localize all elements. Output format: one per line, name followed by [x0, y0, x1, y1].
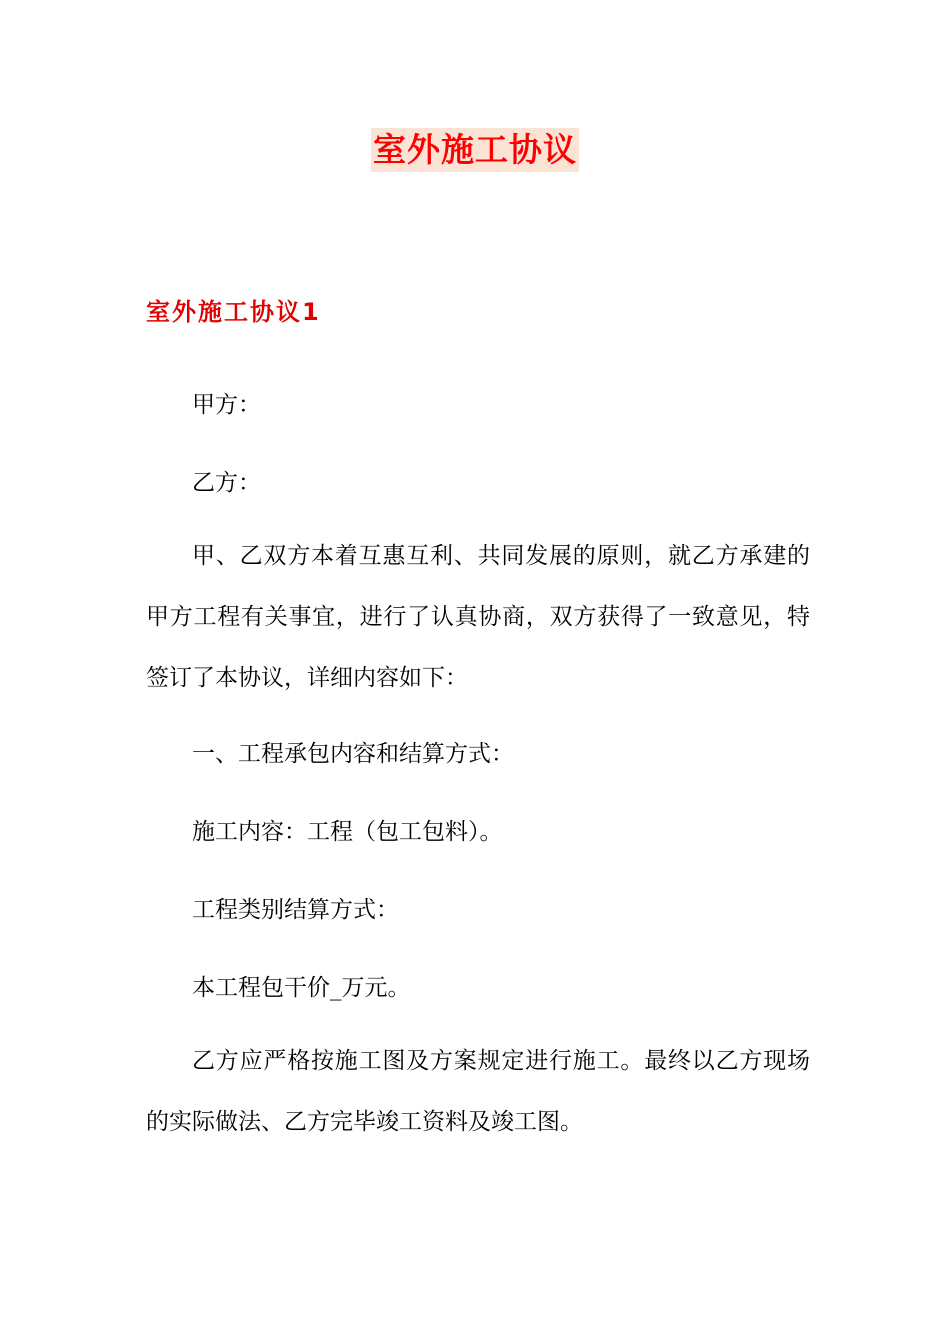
document-title-container [0, 128, 950, 172]
preamble-paragraph: 甲、乙双方本着互惠互利、共同发展的原则，就乙方承建的甲方工程有关事宜，进行了认真协商，双方获得了一致意见，特签订了本协议，详细内容如下： [146, 543, 810, 691]
construction-content-line: 施工内容：工程（包工包料）。 [192, 819, 503, 845]
document-title: 室外施工协议 [371, 128, 579, 172]
document-body [146, 370, 810, 1153]
contract-price-line: 本工程包干价_万元。 [192, 975, 411, 1001]
party-a-line: 甲方： [192, 392, 261, 418]
construction-requirements-paragraph: 乙方应严格按施工图及方案规定进行施工。最终以乙方现场的实际做法、乙方完毕竣工资料及竣工图。 [146, 1048, 810, 1135]
section-heading: 室外施工协议1 [146, 298, 321, 326]
settlement-method-line: 工程类别结算方式： [192, 897, 399, 923]
clause-one-heading: 一、工程承包内容和结算方式： [192, 741, 514, 767]
party-b-line: 乙方： [192, 470, 261, 496]
